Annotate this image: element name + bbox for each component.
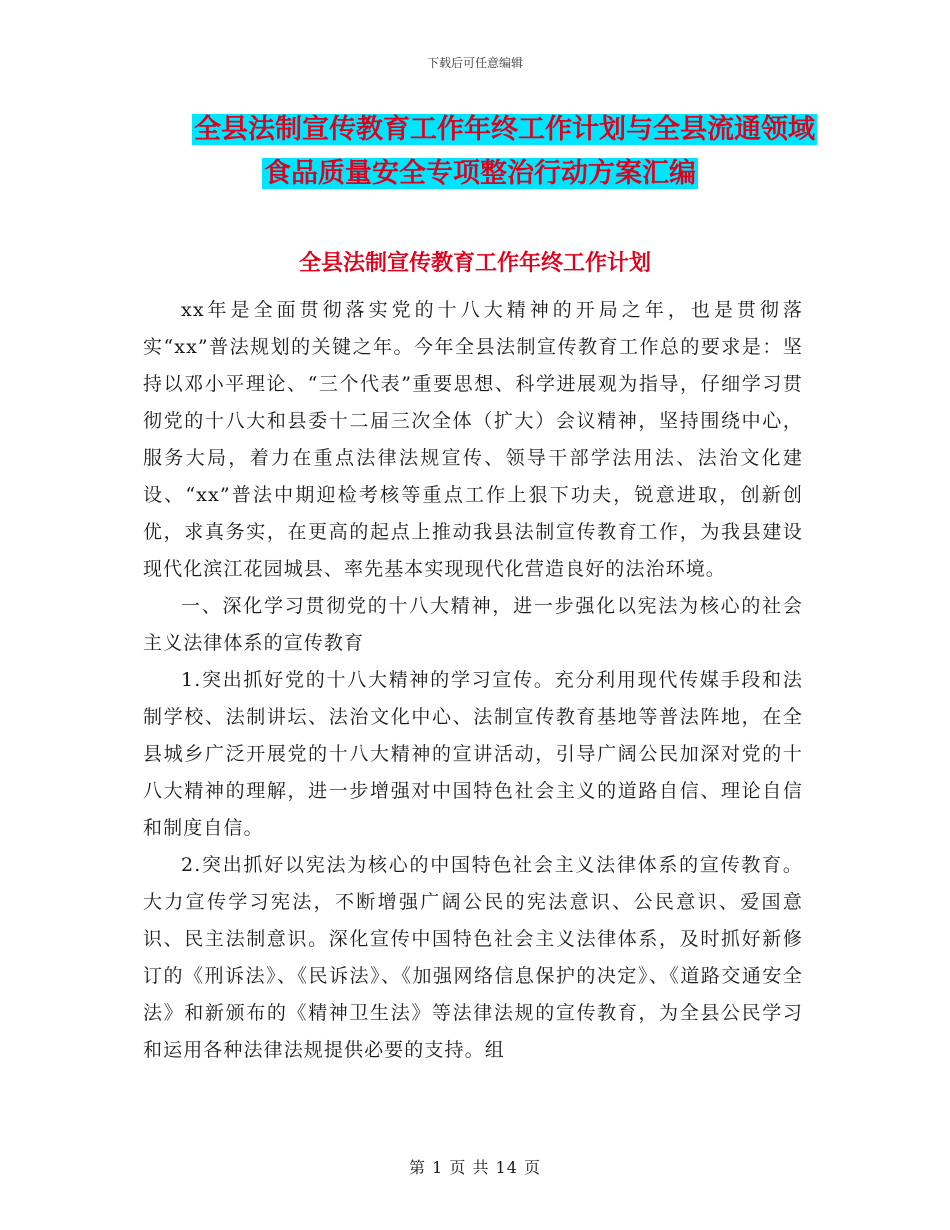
document-title-text-1: 全县法制宣传教育工作年终工作计划与全县流通领域 — [194, 114, 815, 145]
document-title-text-2: 食品质量安全专项整治行动方案汇编 — [264, 158, 696, 189]
page-number: 第 1 页 共 14 页 — [409, 1158, 541, 1177]
document-title-line-1 — [0, 112, 950, 148]
paragraph-item-2: 2.突出抓好以宪法为核心的中国特色社会主义法律体系的宣传教育。大力宣传学习宪法，不断增强广阔公民的宪法意识、公民意识、爱国意识、民主法制意识。深化宣传中国特色社会主义法律体系，及时抓好新修订的《刑诉法》、《民诉法》、《加强网络信息保护的决定》、《道路交通安全法》和新颁布的《精神卫生法》等法律法规的宣传教育，为全县公民学习和运用各种法律法规提供必要的支持。组 — [143, 854, 803, 1061]
paragraph-heading-1: 一、深化学习贯彻党的十八大精神，进一步强化以宪法为核心的社会主义法律体系的宣传教育 — [143, 595, 803, 654]
section-title: 全县法制宣传教育工作年终工作计划 — [298, 251, 651, 276]
document-title-line-2 — [0, 156, 950, 192]
page-header-note: 下载后可任意编辑 — [426, 56, 523, 70]
document-body — [143, 292, 803, 1069]
paragraph-item-1: 1.突出抓好党的十八大精神的学习宣传。充分利用现代传媒手段和法制学校、法制讲坛、法治文化中心、法制宣传教育基地等普法阵地，在全县城乡广泛开展党的十八大精神的宣讲活动，引导广阔公民加深对党的十八大精神的理解，进一步增强对中国特色社会主义的道路自信、理论自信和制度自信。 — [143, 669, 803, 839]
paragraph-intro: xx年是全面贯彻落实党的十八大精神的开局之年，也是贯彻落实“xx”普法规划的关键之年。今年全县法制宣传教育工作总的要求是：坚持以邓小平理论、“三个代表”重要思想、科学进展观为指导，仔细学习贯彻党的十八大和县委十二届三次全体（扩大）会议精神，坚持围绕中心，服务大局，着力在重点法律法规宣传、领导干部学法用法、法治文化建设、“xx”普法中期迎检考核等重点工作上狠下功夫，锐意进取，创新创优，求真务实，在更高的起点上推动我县法制宣传教育工作，为我县建设现代化滨江花园城县、率先基本实现现代化营造良好的法治环境。 — [143, 299, 803, 580]
